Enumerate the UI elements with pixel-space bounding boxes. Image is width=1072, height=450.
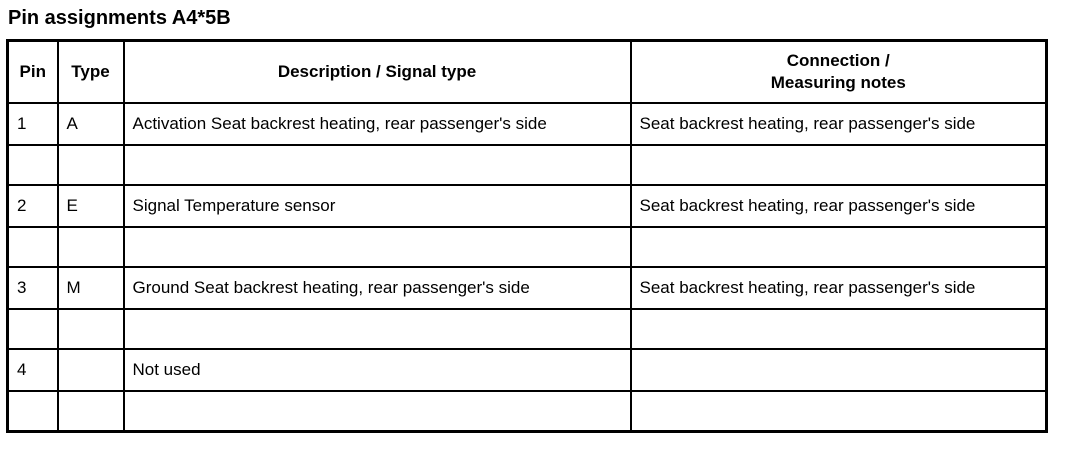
cell-description: Signal Temperature sensor — [124, 185, 631, 227]
cell-pin — [8, 391, 58, 432]
cell-pin — [8, 145, 58, 185]
header-description: Description / Signal type — [124, 41, 631, 104]
header-connection — [631, 41, 1047, 104]
cell-connection: Seat backrest heating, rear passenger's side — [631, 103, 1047, 145]
cell-pin — [8, 309, 58, 349]
cell-description — [124, 309, 631, 349]
header-connection-line1: Connection / — [786, 51, 890, 70]
table-row — [8, 185, 1047, 227]
table-row-spacer — [8, 227, 1047, 267]
cell-type: A — [58, 103, 124, 145]
cell-description — [124, 227, 631, 267]
cell-description — [124, 391, 631, 432]
cell-connection: Seat backrest heating, rear passenger's side — [631, 185, 1047, 227]
cell-connection — [631, 227, 1047, 267]
table-row-spacer — [8, 309, 1047, 349]
cell-connection — [631, 349, 1047, 391]
cell-description: Activation Seat backrest heating, rear passenger's side — [124, 103, 631, 145]
page-title: Pin assignments A4*5B — [8, 7, 231, 29]
cell-connection — [631, 145, 1047, 185]
cell-pin: 4 — [8, 349, 58, 391]
cell-pin — [8, 227, 58, 267]
cell-type — [58, 145, 124, 185]
table-row-spacer — [8, 391, 1047, 432]
cell-type — [58, 349, 124, 391]
cell-type: M — [58, 267, 124, 309]
cell-connection: Seat backrest heating, rear passenger's side — [631, 267, 1047, 309]
cell-type: E — [58, 185, 124, 227]
cell-description: Not used — [124, 349, 631, 391]
table-row — [8, 267, 1047, 309]
table-row — [8, 349, 1047, 391]
header-pin: Pin — [8, 41, 58, 104]
header-type: Type — [58, 41, 124, 104]
cell-type — [58, 391, 124, 432]
cell-connection — [631, 309, 1047, 349]
cell-pin: 1 — [8, 103, 58, 145]
cell-type — [58, 227, 124, 267]
cell-pin: 3 — [8, 267, 58, 309]
table-header-row — [8, 41, 1047, 104]
cell-connection — [631, 391, 1047, 432]
header-connection-line2: Measuring notes — [770, 73, 906, 92]
table-row-spacer — [8, 145, 1047, 185]
cell-type — [58, 309, 124, 349]
cell-description: Ground Seat backrest heating, rear passenger's side — [124, 267, 631, 309]
pin-assignment-table — [6, 39, 1048, 433]
cell-description — [124, 145, 631, 185]
table-row — [8, 103, 1047, 145]
cell-pin: 2 — [8, 185, 58, 227]
